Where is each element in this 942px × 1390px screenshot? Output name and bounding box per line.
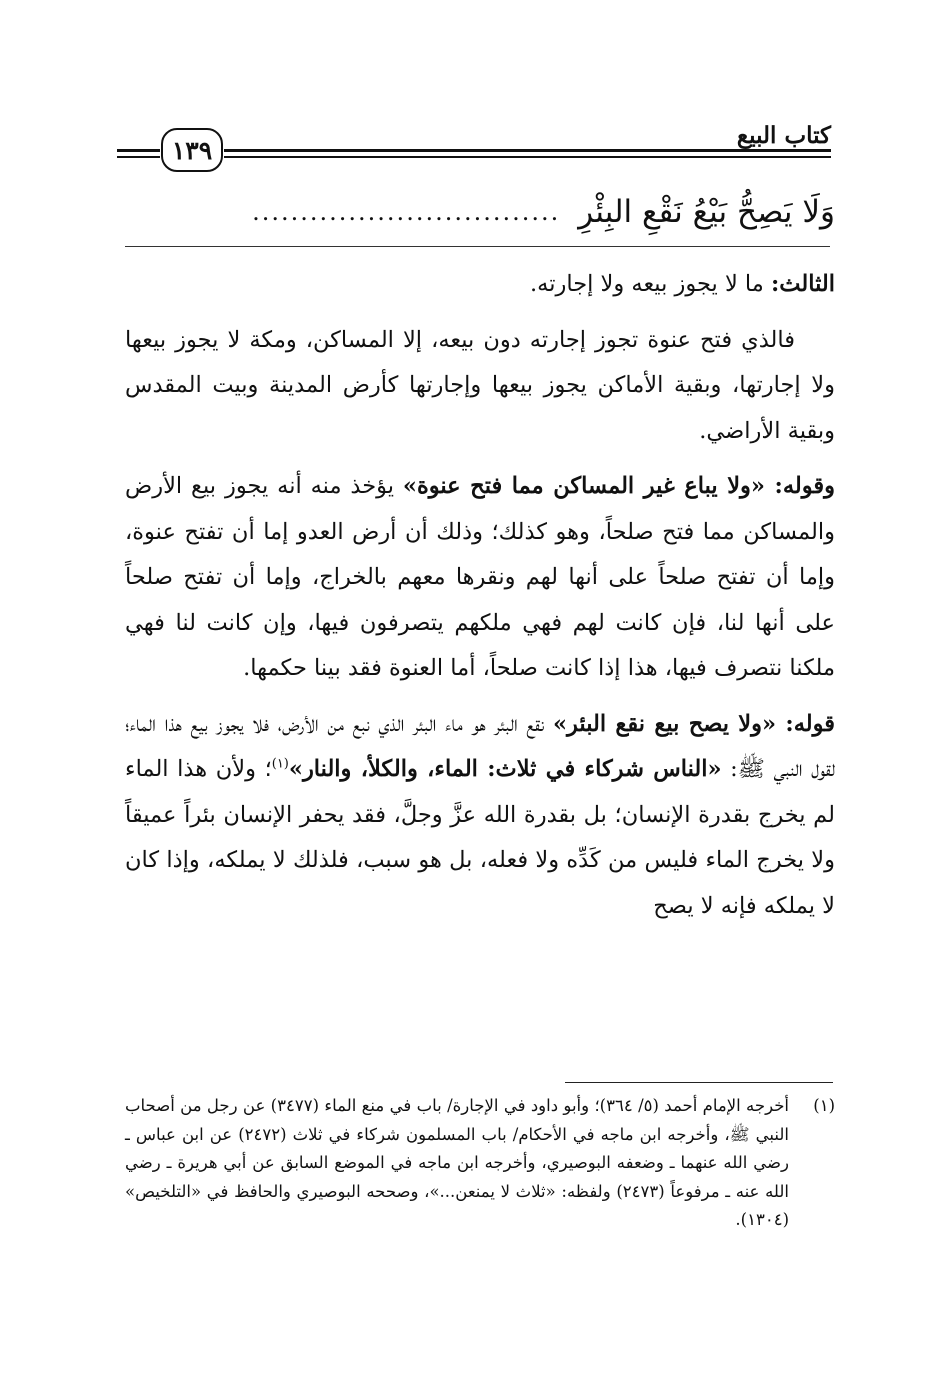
footnote-divider [565, 1082, 833, 1083]
footnote-number: (١) [813, 1096, 835, 1115]
paragraph-4-text-b: ؛ ولأن هذا الماء لم يخرج بقدرة الإنسان؛ بل بقدرة الله عزَّ وجلَّ، فقد يحفر الإنسان بئراً عميقاً ولا يخرج الماء فليس من كَدِّه ولا فعله، بل هو سبب، فلذلك لا يملكه، وإذا كان لا يملكه فإنه لا يصح [125, 756, 835, 919]
header-rule-right-bottom [224, 156, 831, 158]
footnote-text: أخرجه الإمام أحمد (٥/ ٣٦٤)؛ وأبو داود في الإجارة/ باب في منع الماء (٣٤٧٧) عن رجل من أصحاب النبي ﷺ، وأخرجه ابن ماجه في الأحكام/ باب المسلمون شركاء في ثلاث (٢٤٧٢) عن ابن عباس ـ رضي الله عنهما ـ وضعفه البوصيري، وأخرجه ابن ماجه في الموضع السابق عن أبي هريرة ـ رضي الله عنه ـ مرفوعاً (٢٤٧٣) ولفظه: «ثلاث لا يمنعن...»، وصححه البوصيري والحافظ في «التلخيص» (١٣٠٤). [125, 1096, 789, 1230]
header-rule-left-bottom [117, 156, 160, 158]
paragraph-4-text-a: نقع البئر هو ماء البئر الذي نبع من الأرض، فلا يجوز بيع هذا الماء؛ لقول النبي ﷺ: [125, 710, 836, 782]
header-rule-left-top [117, 149, 160, 152]
paragraph-4-quote: «ولا يصح بيع نقع البئر» [552, 710, 786, 737]
body-text [125, 262, 835, 939]
paragraph-1-heading: الثالث: [770, 271, 835, 297]
footnotes [125, 1092, 835, 1235]
header-rules [117, 147, 831, 163]
page-number: ١٣٩ [161, 128, 223, 172]
footnote-item [125, 1092, 835, 1235]
paragraph-1 [125, 262, 835, 308]
matn-text: وَلَا يَصِحُّ بَيْعُ نَقْعِ البِئْرِ [578, 194, 835, 230]
header-rule-right-top [224, 149, 831, 152]
matn-dots: ................................ [252, 198, 561, 226]
paragraph-2: فالذي فتح عنوة تجوز إجارته دون بيعه، إلا المساكن، ومكة لا يجوز بيعها ولا إجارتها، وبقية الأماكن يجوز بيعها وإجارتها كأرض المدينة وبيت المقدس وبقية الأراضي. [125, 326, 835, 444]
matn-divider [125, 246, 830, 247]
paragraph-4 [125, 702, 835, 930]
paragraph-3-text: يؤخذ منه أنه يجوز بيع الأرض والمساكن مما فتح صلحاً، وهو كذلك؛ وذلك أن أرض العدو إما أن تفتح عنوة، وإما أن تفتح صلحاً على أنها لهم ونقرها معهم بالخراج، وإما أن تفتح صلحاً على أنها لنا، فإن كانت لهم فهي ملكهم يتصرفون فيها، وإن كانت لنا فهي ملكنا نتصرف فيها، هذا إذا كانت صلحاً، أما العنوة فقد بينا حكمها. [125, 473, 835, 681]
paragraph-1-text: ما لا يجوز بيعه ولا إجارته. [530, 271, 771, 297]
paragraph-4-lead: قوله: [785, 710, 835, 737]
hadith-quote: «الناس شركاء في ثلاث: الماء، والكلأ، والنار» [288, 756, 722, 782]
paragraph-3-lead: وقوله: [774, 473, 836, 499]
running-head-title: كتاب البيع [736, 122, 831, 149]
page-header [117, 118, 831, 174]
paragraph-3 [125, 464, 835, 692]
paragraph-3-quote: «ولا يباع غير المساكن مما فتح عنوة» [402, 473, 775, 499]
footnote-ref[interactable]: (١) [271, 756, 289, 772]
matn-line [125, 186, 835, 238]
